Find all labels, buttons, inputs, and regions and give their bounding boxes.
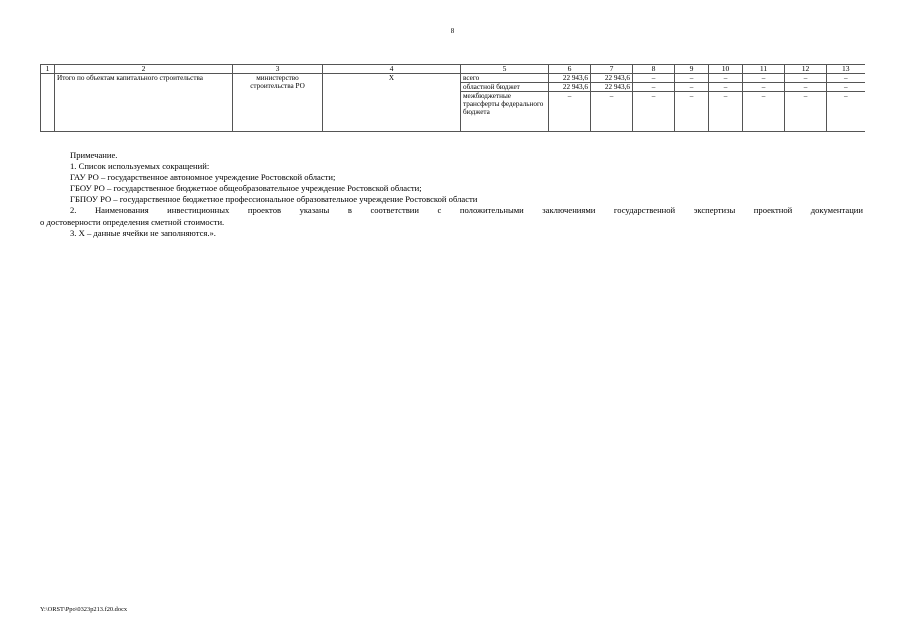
value-cell: – <box>709 74 743 83</box>
column-header: 2 <box>55 65 233 74</box>
column-header: 11 <box>743 65 785 74</box>
value-cell: – <box>785 83 827 92</box>
table-row <box>41 74 865 83</box>
value-cell: – <box>827 83 865 92</box>
column-header: 7 <box>591 65 633 74</box>
abbreviation-item: ГБПОУ РО – государственное бюджетное профессиональное образовательное учреждение Ростовской области <box>70 194 478 205</box>
column-header: 12 <box>785 65 827 74</box>
value-cell: 22 943,6 <box>549 74 591 83</box>
column-header: 8 <box>633 65 675 74</box>
file-path-footer: Y:\ORST\Ppo\0323p213.f20.docx <box>40 606 128 613</box>
source-cell: межбюджетные трансферты федерального бюджета <box>461 92 549 132</box>
source-cell: всего <box>461 74 549 83</box>
responsible-cell: министерство строительства РО <box>233 74 323 132</box>
value-cell: – <box>785 92 827 132</box>
data-table <box>40 64 865 132</box>
column-header: 6 <box>549 65 591 74</box>
note-item: 1. Список используемых сокращений: <box>70 161 210 172</box>
value-cell: – <box>633 92 675 132</box>
value-cell: – <box>743 83 785 92</box>
value-cell: – <box>675 74 709 83</box>
value-cell: – <box>827 74 865 83</box>
value-cell: – <box>709 92 743 132</box>
column-header: 4 <box>323 65 461 74</box>
note-item: 3. Х – данные ячейки не заполняются.». <box>70 227 216 238</box>
value-cell: – <box>633 83 675 92</box>
col4-cell: Х <box>323 74 461 132</box>
table-cell <box>41 74 55 132</box>
value-cell: 22 943,6 <box>591 83 633 92</box>
notes-section <box>40 150 863 239</box>
value-cell: – <box>549 92 591 132</box>
abbreviation-item: ГБОУ РО – государственное бюджетное общеобразовательное учреждение Ростовской области; <box>70 183 422 194</box>
column-header: 13 <box>827 65 865 74</box>
value-cell: – <box>591 92 633 132</box>
value-cell: 22 943,6 <box>549 83 591 92</box>
value-cell: – <box>743 74 785 83</box>
notes-title: Примечание. <box>70 150 118 160</box>
note-item-continuation: о достоверности определения сметной стоимости. <box>40 216 225 227</box>
column-header: 3 <box>233 65 323 74</box>
abbreviation-item: ГАУ РО – государственное автономное учреждение Ростовской области; <box>70 172 336 183</box>
value-cell: – <box>827 92 865 132</box>
note-item: 2. Наименования инвестиционных проектов указаны в соответствии с положительными заключениями государственной экспертизы проектной документации <box>70 205 863 216</box>
column-header: 10 <box>709 65 743 74</box>
source-cell: областной бюджет <box>461 83 549 92</box>
table-header-row <box>41 65 865 74</box>
value-cell: – <box>633 74 675 83</box>
page-number: 8 <box>450 27 455 35</box>
total-label-cell: Итого по объектам капитального строительства <box>55 74 233 132</box>
column-header: 9 <box>675 65 709 74</box>
value-cell: – <box>675 83 709 92</box>
column-header: 5 <box>461 65 549 74</box>
value-cell: – <box>743 92 785 132</box>
value-cell: – <box>675 92 709 132</box>
column-header: 1 <box>41 65 55 74</box>
value-cell: – <box>785 74 827 83</box>
value-cell: – <box>709 83 743 92</box>
value-cell: 22 943,6 <box>591 74 633 83</box>
